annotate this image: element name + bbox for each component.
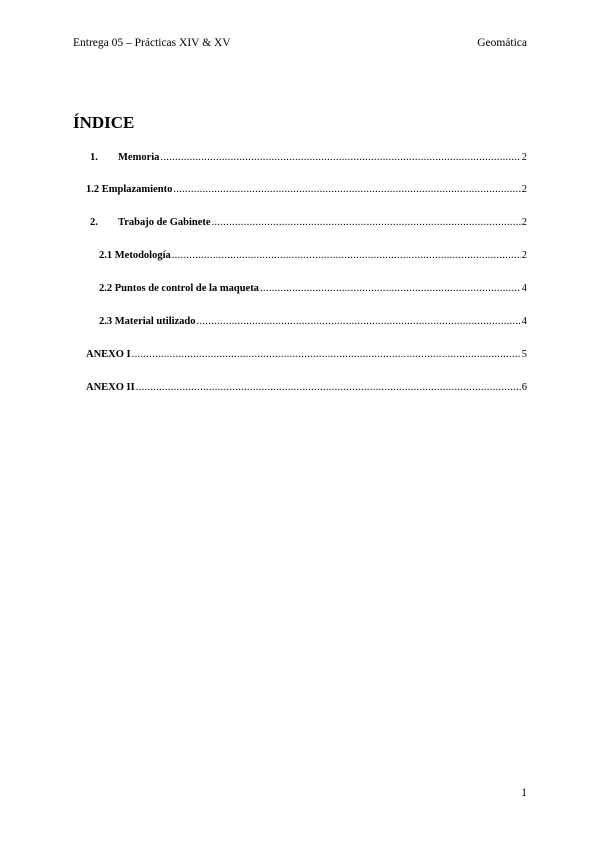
toc-entry-page: 4: [521, 316, 527, 327]
toc-entry-number: 1.: [90, 152, 98, 163]
toc-entry-memoria[interactable]: [90, 151, 527, 164]
toc-heading: ÍNDICE: [73, 113, 135, 132]
toc-leader-dots: [173, 183, 520, 196]
toc-leader-dots: [212, 216, 521, 229]
toc-entry-trabajo-de-gabinete[interactable]: [90, 216, 527, 229]
toc-entry-title: Trabajo de Gabinete: [118, 217, 211, 228]
toc-entry-page: 4: [521, 283, 527, 294]
toc-entry-page: 5: [521, 349, 527, 360]
toc-leader-dots: [132, 348, 521, 361]
toc-leader-dots: [172, 249, 521, 262]
toc-entry-emplazamiento[interactable]: [86, 183, 527, 196]
toc-entry-page: 2: [521, 250, 527, 261]
toc-entry-title: 2.1 Metodología: [99, 250, 171, 261]
toc-entry-page: 2: [521, 217, 527, 228]
toc-entry-page: 2: [521, 152, 527, 163]
toc-entry-title: 2.2 Puntos de control de la maqueta: [99, 283, 259, 294]
toc-leader-dots: [160, 151, 520, 164]
toc-entry-page: 6: [521, 382, 527, 393]
header-document-title: Entrega 05 – Prácticas XIV & XV: [73, 37, 231, 49]
toc-leader-dots: [136, 381, 521, 394]
toc-entry-title: ANEXO II: [86, 382, 135, 393]
toc-entry-title: Memoria: [118, 152, 160, 163]
toc-entry-number: 2.: [90, 217, 98, 228]
toc-leader-dots: [197, 315, 521, 328]
page-number: 1: [521, 787, 527, 799]
header-course-name: Geomática: [477, 37, 527, 49]
toc-entry-anexo-i[interactable]: [86, 348, 527, 361]
toc-entry-page: 2: [521, 184, 527, 195]
toc-entry-title: 2.3 Material utilizado: [99, 316, 196, 327]
toc-entry-puntos-de-control[interactable]: [99, 282, 527, 295]
toc-leader-dots: [260, 282, 521, 295]
toc-entry-title: ANEXO I: [86, 349, 131, 360]
toc-entry-anexo-ii[interactable]: [86, 381, 527, 394]
toc-entry-metodologia[interactable]: [99, 249, 527, 262]
toc-entry-material-utilizado[interactable]: [99, 315, 527, 328]
toc-entry-title: 1.2 Emplazamiento: [86, 184, 173, 195]
